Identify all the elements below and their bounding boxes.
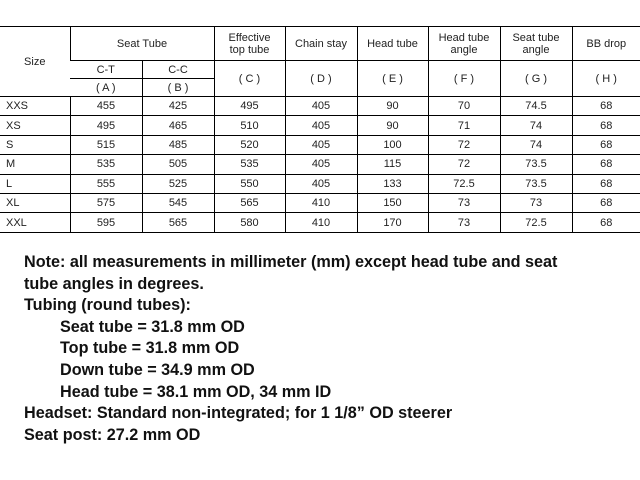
cell-size: XXL bbox=[0, 213, 70, 232]
table-row bbox=[0, 155, 640, 174]
cell-ett: 550 bbox=[214, 174, 285, 193]
cell-cs: 405 bbox=[285, 155, 357, 174]
tubing-item-seat-tube: Seat tube = 31.8 mm OD bbox=[60, 317, 245, 336]
cell-cs: 405 bbox=[285, 97, 357, 116]
cell-bb: 68 bbox=[572, 193, 640, 212]
tubing-item-head-tube: Head tube = 38.1 mm OD, 34 mm ID bbox=[60, 382, 332, 401]
header-seat-tube: Seat Tube bbox=[70, 27, 214, 61]
tubing-title: Tubing (round tubes): bbox=[24, 296, 191, 315]
cell-bb: 68 bbox=[572, 174, 640, 193]
cell-size: XS bbox=[0, 116, 70, 135]
cell-ct: 535 bbox=[70, 155, 142, 174]
cell-bb: 68 bbox=[572, 213, 640, 232]
cell-bb: 68 bbox=[572, 135, 640, 154]
cell-cc: 465 bbox=[142, 116, 214, 135]
cell-ett: 520 bbox=[214, 135, 285, 154]
table-body bbox=[0, 97, 640, 233]
cell-ht: 115 bbox=[357, 155, 428, 174]
cell-sta: 72.5 bbox=[500, 213, 572, 232]
table-row bbox=[0, 135, 640, 154]
header-chain-stay: Chain stay bbox=[285, 27, 357, 61]
cell-ht: 90 bbox=[357, 116, 428, 135]
cell-ct: 455 bbox=[70, 97, 142, 116]
cell-hta: 71 bbox=[428, 116, 500, 135]
geometry-table bbox=[0, 26, 640, 233]
cell-size: XXS bbox=[0, 97, 70, 116]
header-bb-drop: BB drop bbox=[572, 27, 640, 61]
seat-post-note: Seat post: 27.2 mm OD bbox=[24, 425, 201, 444]
cell-bb: 68 bbox=[572, 155, 640, 174]
cell-bb: 68 bbox=[572, 116, 640, 135]
cell-hta: 70 bbox=[428, 97, 500, 116]
cell-ct: 595 bbox=[70, 213, 142, 232]
cell-hta: 72 bbox=[428, 155, 500, 174]
cell-cc: 545 bbox=[142, 193, 214, 212]
cell-cc: 485 bbox=[142, 135, 214, 154]
tubing-item-top-tube: Top tube = 31.8 mm OD bbox=[60, 339, 240, 358]
cell-ett: 565 bbox=[214, 193, 285, 212]
header-seat-cc: C-C bbox=[142, 61, 214, 79]
letter-b: ( B ) bbox=[142, 79, 214, 97]
table-row bbox=[0, 174, 640, 193]
table-row bbox=[0, 97, 640, 116]
cell-ett: 495 bbox=[214, 97, 285, 116]
cell-sta: 73.5 bbox=[500, 174, 572, 193]
cell-ct: 555 bbox=[70, 174, 142, 193]
cell-size: L bbox=[0, 174, 70, 193]
cell-hta: 72.5 bbox=[428, 174, 500, 193]
notes-block bbox=[24, 252, 557, 446]
cell-ht: 170 bbox=[357, 213, 428, 232]
cell-cc: 525 bbox=[142, 174, 214, 193]
header-effective-top-tube: Effective top tube bbox=[214, 27, 285, 61]
cell-ett: 580 bbox=[214, 213, 285, 232]
cell-hta: 73 bbox=[428, 213, 500, 232]
cell-hta: 73 bbox=[428, 193, 500, 212]
cell-ett: 535 bbox=[214, 155, 285, 174]
cell-size: XL bbox=[0, 193, 70, 212]
cell-cs: 405 bbox=[285, 135, 357, 154]
tubing-item-down-tube: Down tube = 34.9 mm OD bbox=[60, 360, 255, 379]
cell-cc: 425 bbox=[142, 97, 214, 116]
cell-ht: 133 bbox=[357, 174, 428, 193]
cell-cc: 565 bbox=[142, 213, 214, 232]
cell-cs: 410 bbox=[285, 193, 357, 212]
header-size: Size bbox=[0, 27, 70, 97]
cell-cc: 505 bbox=[142, 155, 214, 174]
letter-e: ( E ) bbox=[357, 61, 428, 97]
cell-sta: 73 bbox=[500, 193, 572, 212]
letter-d: ( D ) bbox=[285, 61, 357, 97]
table-row bbox=[0, 116, 640, 135]
cell-cs: 410 bbox=[285, 213, 357, 232]
header-head-tube-angle: Head tube angle bbox=[428, 27, 500, 61]
header-seat-ct: C-T bbox=[70, 61, 142, 79]
header-head-tube: Head tube bbox=[357, 27, 428, 61]
table-row bbox=[0, 213, 640, 232]
headset-note: Headset: Standard non-integrated; for 1 1/8” OD steerer bbox=[24, 404, 453, 423]
cell-sta: 74 bbox=[500, 135, 572, 154]
cell-ct: 495 bbox=[70, 116, 142, 135]
letter-h: ( H ) bbox=[572, 61, 640, 97]
letter-g: ( G ) bbox=[500, 61, 572, 97]
letter-c: ( C ) bbox=[214, 61, 285, 97]
cell-ct: 575 bbox=[70, 193, 142, 212]
cell-cs: 405 bbox=[285, 116, 357, 135]
cell-ct: 515 bbox=[70, 135, 142, 154]
letter-a: ( A ) bbox=[95, 81, 116, 94]
cell-ett: 510 bbox=[214, 116, 285, 135]
cell-bb: 68 bbox=[572, 97, 640, 116]
cell-hta: 72 bbox=[428, 135, 500, 154]
note-line: Note: all measurements in millimeter (mm) except head tube and seat bbox=[24, 253, 558, 271]
cell-ht: 100 bbox=[357, 135, 428, 154]
note-line: tube angles in degrees. bbox=[24, 274, 204, 293]
cell-sta: 73.5 bbox=[500, 155, 572, 174]
cell-ht: 90 bbox=[357, 97, 428, 116]
cell-sta: 74 bbox=[500, 116, 572, 135]
cell-cs: 405 bbox=[285, 174, 357, 193]
header-seat-tube-angle: Seat tube angle bbox=[500, 27, 572, 61]
cell-size: S bbox=[0, 135, 70, 154]
header-row-sub bbox=[0, 61, 640, 79]
cell-size: M bbox=[0, 155, 70, 174]
letter-f: ( F ) bbox=[428, 61, 500, 97]
table-row bbox=[0, 193, 640, 212]
cell-sta: 74.5 bbox=[500, 97, 572, 116]
header-row-names bbox=[0, 27, 640, 61]
cell-ht: 150 bbox=[357, 193, 428, 212]
